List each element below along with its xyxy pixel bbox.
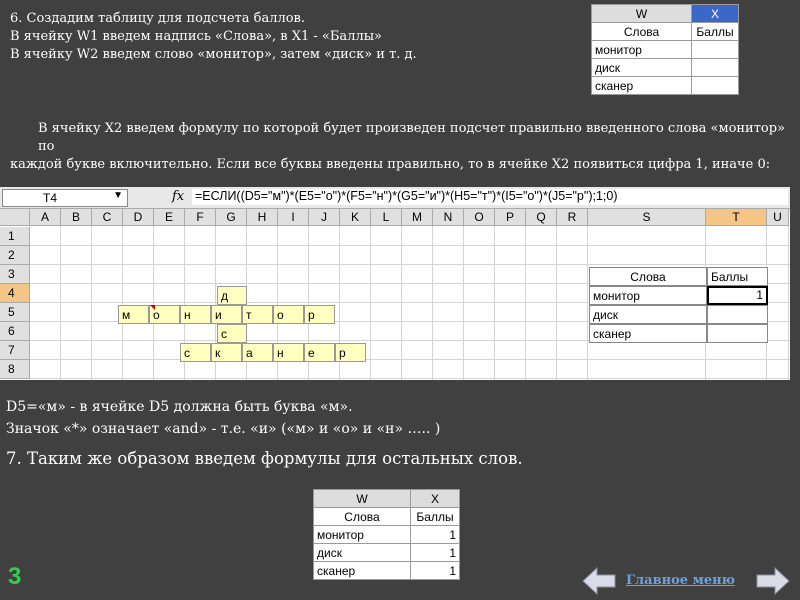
fx-icon[interactable]: fx [172, 189, 185, 204]
column-header-d[interactable]: D [123, 209, 154, 226]
sheet-header-points[interactable]: Баллы [707, 267, 768, 286]
column-header-l[interactable]: L [371, 209, 402, 226]
table-cell [692, 77, 739, 95]
dropdown-arrow-icon[interactable]: ▼ [113, 190, 123, 201]
intro-line-1: 6. Создадим таблицу для подсчета баллов. [10, 11, 306, 26]
explanation-text [10, 120, 795, 174]
explain-line-2: каждой букве включительно. Если все буквы введены правильно, то в ячейке X2 появиться цифра 1, иначе 0: [10, 157, 771, 172]
column-header-t[interactable]: T [706, 209, 767, 226]
column-header-a[interactable]: A [30, 209, 61, 226]
column-header-j[interactable]: J [309, 209, 340, 226]
table-cell: Баллы [411, 508, 460, 526]
column-header-e[interactable]: E [154, 209, 185, 226]
prev-arrow-icon[interactable] [582, 566, 616, 596]
sheet-value-2[interactable] [707, 305, 768, 324]
row-header-5[interactable]: 5 [0, 303, 30, 322]
row-header-2[interactable]: 2 [0, 246, 30, 265]
column-header-s[interactable]: S [588, 209, 706, 226]
table-cell: сканер [592, 77, 692, 95]
column-header-o[interactable]: O [464, 209, 495, 226]
table-cell: сканер [314, 562, 411, 580]
intro-text [10, 10, 480, 64]
row-header-4[interactable]: 4 [0, 284, 30, 303]
step-7-text: 7. Таким же образом введем формулы для остальных слов. [6, 449, 523, 468]
crossword-cell[interactable]: н [180, 305, 211, 324]
active-cell-t4[interactable]: 1 [707, 286, 768, 305]
formula-bar [0, 187, 790, 209]
crossword-cell[interactable]: о [149, 305, 180, 324]
crossword-cell[interactable]: а [242, 343, 273, 362]
column-header-p[interactable]: P [495, 209, 526, 226]
formula-input[interactable]: =ЕСЛИ((D5="м")*(E5="о")*(F5="н")*(G5="и")*(H5="т")*(I5="о")*(J5="р");1;0) [192, 189, 788, 205]
table-cell: монитор [314, 526, 411, 544]
sheet-word-2[interactable]: диск [589, 305, 707, 324]
select-all-corner[interactable] [0, 209, 30, 226]
note-line-2: Значок «*» означает «and» - т.е. «и» («м» и «о» и «н» ….. ) [6, 421, 441, 437]
column-header-k[interactable]: K [340, 209, 371, 226]
table-cell [692, 59, 739, 77]
table-cell: диск [314, 544, 411, 562]
table-cell: 1 [411, 562, 460, 580]
column-header-f[interactable]: F [185, 209, 216, 226]
intro-line-3: В ячейку W2 введем слово «монитор», затем «диск» и т. д. [10, 47, 417, 62]
sheet-header-words[interactable]: Слова [589, 267, 707, 286]
crossword-cell[interactable]: и [211, 305, 242, 324]
table-cell: Слова [314, 508, 411, 526]
crossword-cell[interactable]: р [304, 305, 335, 324]
slide-number: 3 [8, 563, 22, 590]
crossword-cell[interactable]: т [242, 305, 273, 324]
column-header-u[interactable]: U [767, 209, 789, 226]
table-cell: Баллы [692, 23, 739, 41]
crossword-cell[interactable]: н [273, 343, 304, 362]
col-header-x: X [692, 5, 739, 23]
crossword-cell[interactable]: с [180, 343, 211, 362]
top-words-table [591, 4, 739, 95]
sheet-word-1[interactable]: монитор [589, 286, 707, 305]
name-box-value: T4 [43, 191, 58, 205]
crossword-cell[interactable]: к [211, 343, 242, 362]
crossword-cell[interactable]: р [335, 343, 366, 362]
crossword-cell[interactable]: е [304, 343, 335, 362]
crossword-cell[interactable]: о [273, 305, 304, 324]
row-header-1[interactable]: 1 [0, 227, 30, 246]
column-header-i[interactable]: I [278, 209, 309, 226]
main-menu-link[interactable]: Главное меню [626, 573, 735, 588]
row-header-3[interactable]: 3 [0, 265, 30, 284]
row-header-7[interactable]: 7 [0, 341, 30, 360]
comment-marker-icon [150, 305, 155, 310]
table-cell: диск [592, 59, 692, 77]
column-header-b[interactable]: B [61, 209, 92, 226]
spreadsheet [0, 187, 790, 380]
bottom-words-table [313, 489, 460, 580]
next-arrow-icon[interactable] [756, 566, 790, 596]
column-header-q[interactable]: Q [526, 209, 557, 226]
row-header-6[interactable]: 6 [0, 322, 30, 341]
sheet-value-3[interactable] [707, 324, 768, 343]
crossword-cell[interactable]: м [118, 305, 149, 324]
crossword-cell-s[interactable]: с [217, 324, 247, 343]
column-header-m[interactable]: M [402, 209, 433, 226]
notes [6, 396, 440, 440]
crossword-cell-d[interactable]: д [217, 286, 247, 305]
column-header-n[interactable]: N [433, 209, 464, 226]
table-cell: Слова [592, 23, 692, 41]
column-header-c[interactable]: C [92, 209, 123, 226]
table-cell: 1 [411, 544, 460, 562]
table-cell [692, 41, 739, 59]
intro-line-2: В ячейку W1 введем надпись «Слова», в X1 - «Баллы» [10, 29, 383, 44]
col-header-w: W [314, 490, 411, 508]
sheet-word-3[interactable]: сканер [589, 324, 707, 343]
table-cell: 1 [411, 526, 460, 544]
col-header-w: W [592, 5, 692, 23]
col-header-x: X [411, 490, 460, 508]
column-header-r[interactable]: R [557, 209, 588, 226]
explain-line-1: В ячейку X2 введем формулу по которой будет произведен подсчет правильно введенного слова «монитор» по [38, 121, 786, 154]
row-header-8[interactable]: 8 [0, 360, 30, 379]
note-line-1: D5=«м» - в ячейке D5 должна быть буква «м». [6, 399, 353, 415]
column-header-g[interactable]: G [216, 209, 247, 226]
column-header-h[interactable]: H [247, 209, 278, 226]
name-box[interactable] [2, 189, 128, 207]
table-cell: монитор [592, 41, 692, 59]
